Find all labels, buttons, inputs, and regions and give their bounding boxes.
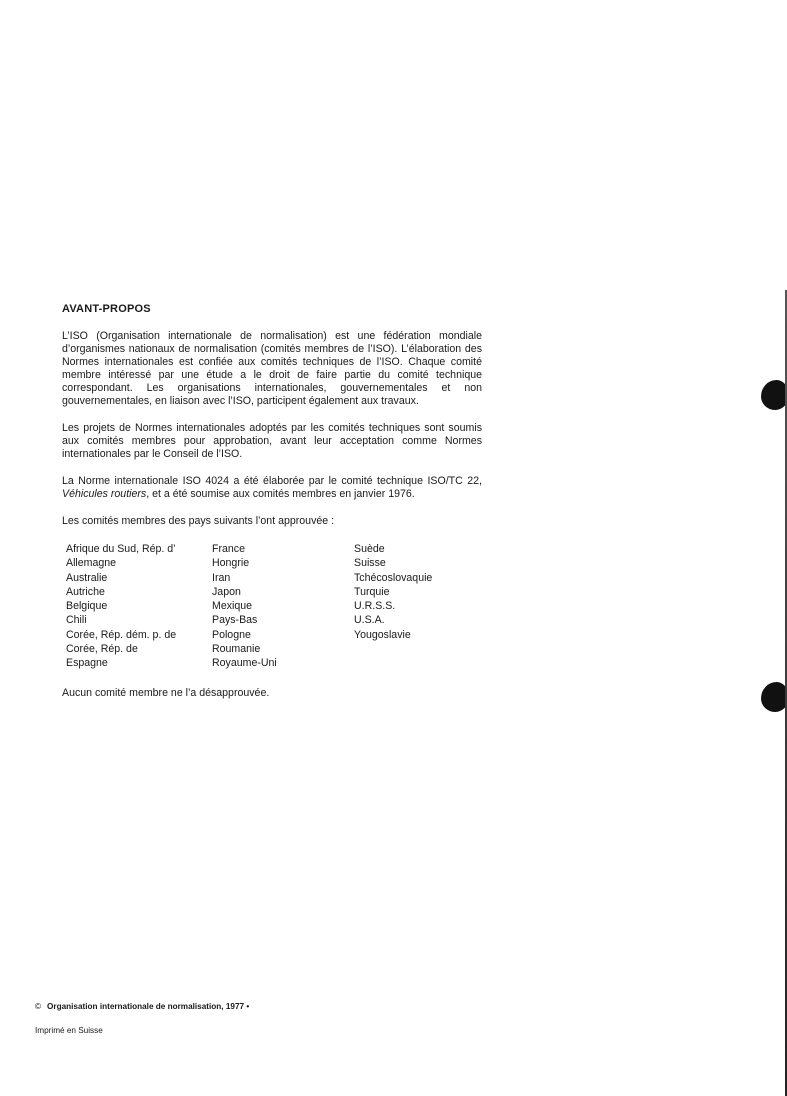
country-item: Roumanie <box>212 643 261 656</box>
country-item: U.R.S.S. <box>354 600 396 613</box>
country-item: Espagne <box>66 657 108 670</box>
country-item: Corée, Rép. de <box>66 643 138 656</box>
committee-title: Véhicules routiers <box>62 488 147 500</box>
country-item: Royaume-Uni <box>212 657 277 670</box>
country-column-1 <box>66 542 212 671</box>
punch-hole-mark <box>761 380 787 410</box>
country-item: Hongrie <box>212 557 250 570</box>
foreword-section <box>62 303 482 714</box>
origin-text-start: La Norme internationale ISO 4024 a été élaborée par le comité technique ISO/TC 22, <box>62 475 482 487</box>
copyright-notice <box>35 1002 249 1011</box>
country-item: Yougoslavie <box>354 628 411 641</box>
copyright-symbol: © <box>35 1002 42 1011</box>
country-item: Allemagne <box>66 557 117 570</box>
paragraph-draft-approval: Les projets de Normes internationales adoptés par les comités techniques sont soumis aux comités membres pour approbation, avant leur acceptation comme Normes internationales par le Conseil de l’ISO. <box>62 422 482 460</box>
approving-countries-list <box>66 542 482 671</box>
origin-text-end: , et a été soumise aux comités membres en janvier 1976. <box>146 488 415 500</box>
country-item: Pays-Bas <box>212 614 258 627</box>
section-title: AVANT-PROPOS <box>62 303 151 315</box>
paragraph-approvers-intro: Les comités membres des pays suivants l’ont approuvée : <box>62 515 335 527</box>
country-item: France <box>212 543 245 555</box>
country-item: Belgique <box>66 600 108 613</box>
country-item: Mexique <box>212 600 253 613</box>
country-item: Iran <box>212 571 231 584</box>
country-item: Chili <box>66 614 87 627</box>
country-item: Turquie <box>354 585 390 598</box>
country-item: Afrique du Sud, Rép. d’ <box>66 543 176 555</box>
country-item: Suède <box>354 543 385 555</box>
paragraph-no-disapproval: Aucun comité membre ne l’a désapprouvée. <box>62 686 270 699</box>
punch-hole-mark <box>761 682 787 712</box>
country-item: Corée, Rép. dém. p. de <box>66 628 177 641</box>
copyright-text: Organisation internationale de normalisation, 1977 • <box>47 1002 250 1011</box>
printed-in-notice: Imprimé en Suisse <box>35 1026 103 1035</box>
paragraph-iso-description: L’ISO (Organisation internationale de normalisation) est une fédération mondiale d’organismes nationaux de normalisation (comités membres de l’ISO). L’élaboration des Normes internationales est confiée aux comités techniques de l’ISO. Chaque comité membre intéressé par une étude a le droit de faire partie du comité technique correspondant. Les organisations internationales, gouvernementales et non gouvernementales, en liaison avec l’ISO, participent également aux travaux. <box>62 330 482 407</box>
country-item: Australie <box>66 571 108 584</box>
country-item: Pologne <box>212 628 251 641</box>
paragraph-standard-origin <box>62 475 482 501</box>
country-column-3 <box>354 542 474 671</box>
country-item: Japon <box>212 585 241 598</box>
country-item: U.S.A. <box>354 614 385 627</box>
country-column-2 <box>212 542 354 671</box>
country-item: Autriche <box>66 585 105 598</box>
country-item: Suisse <box>354 557 386 570</box>
country-item: Tchécoslovaquie <box>354 571 433 584</box>
